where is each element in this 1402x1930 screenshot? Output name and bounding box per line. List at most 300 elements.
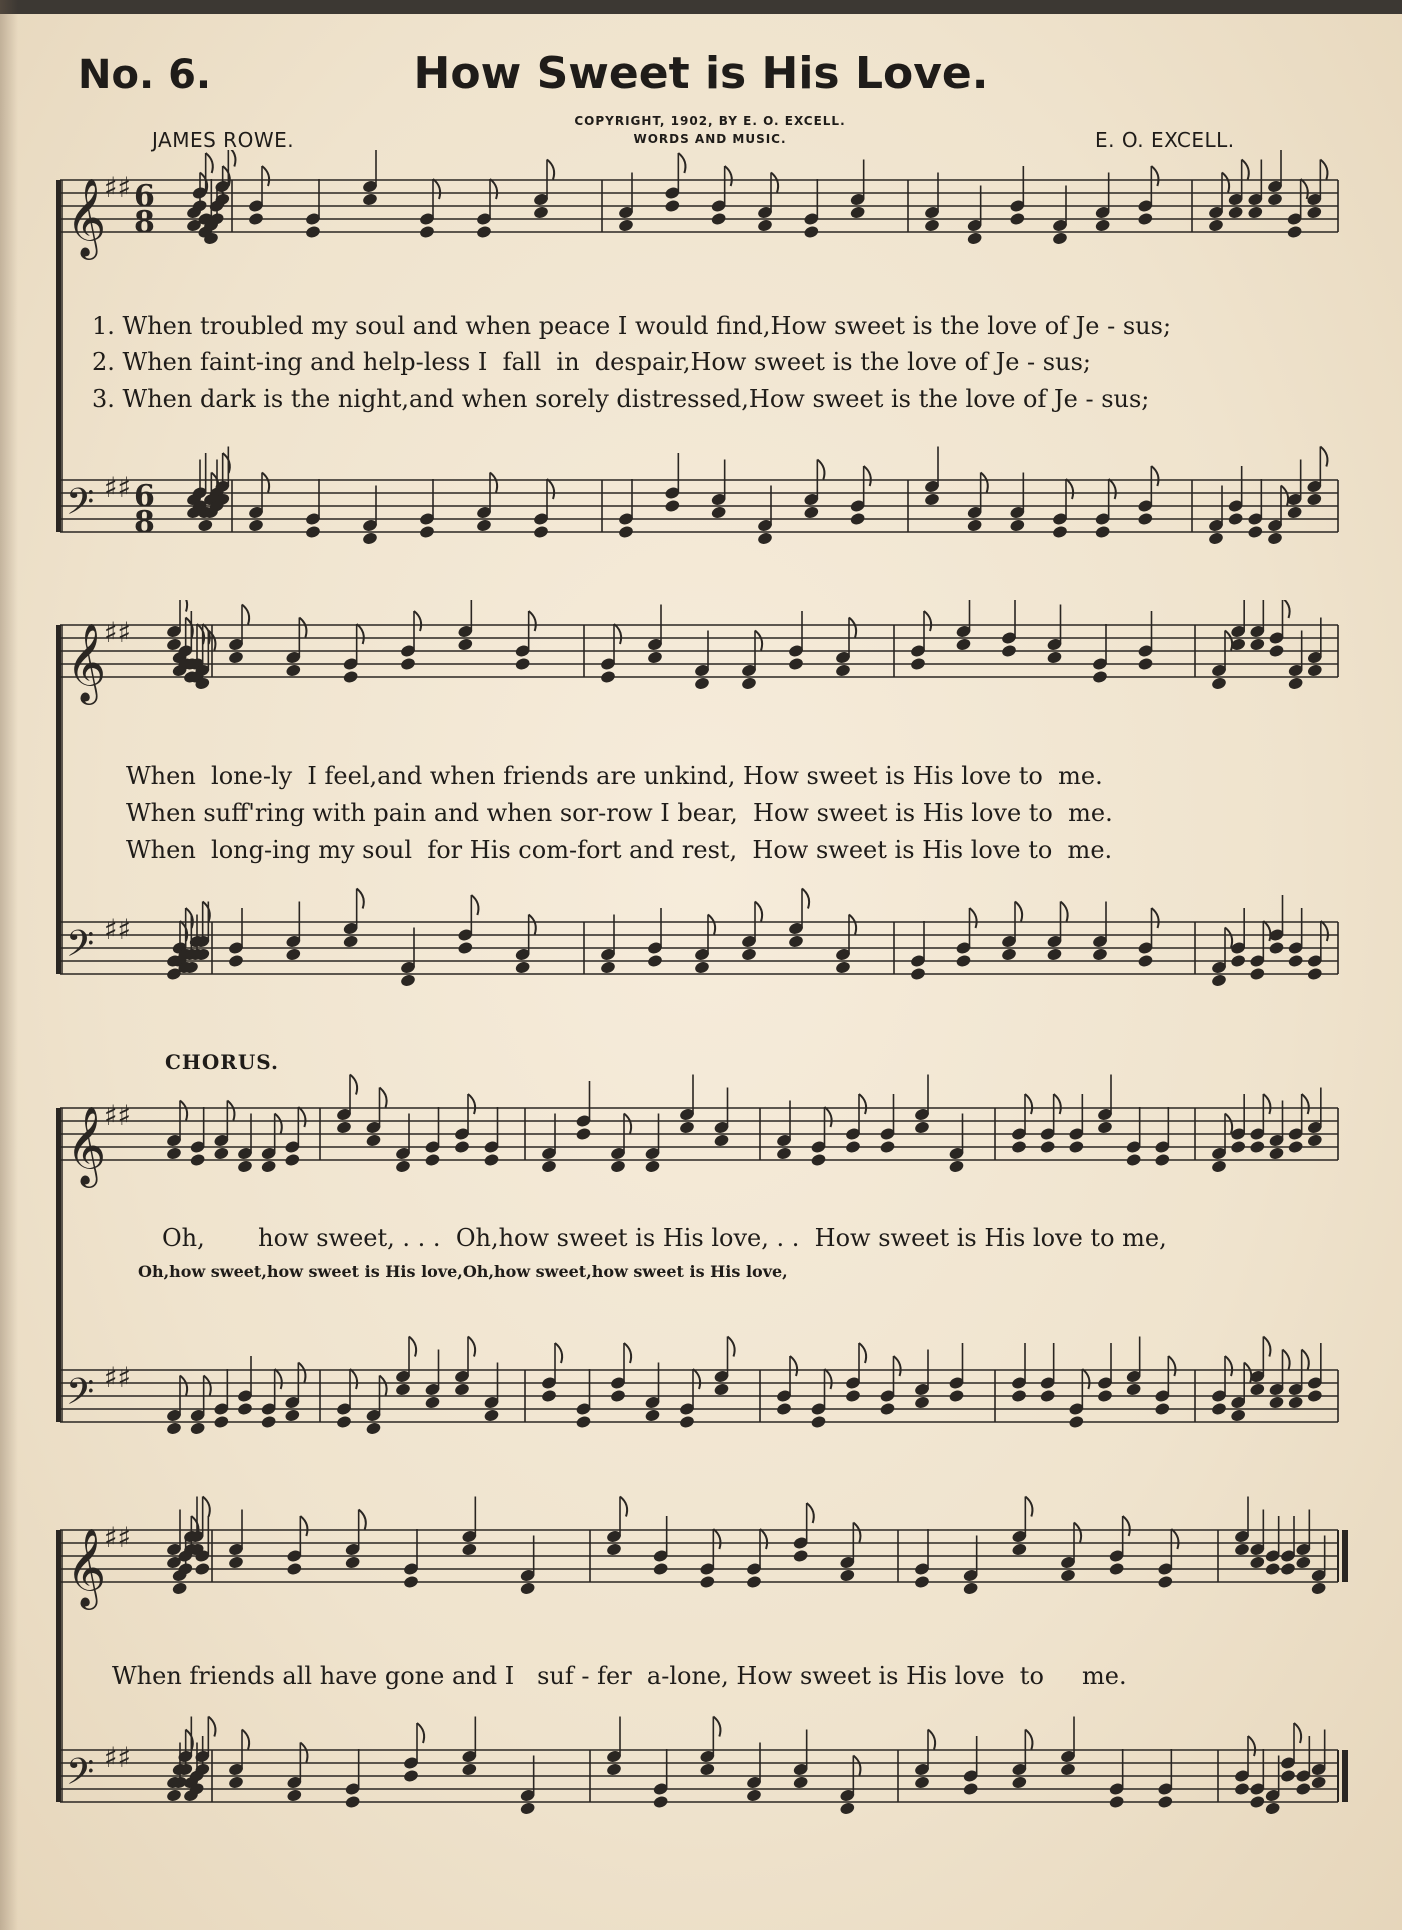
system-brace [56, 180, 61, 532]
note-flag [1320, 160, 1327, 180]
note-head [1227, 512, 1244, 527]
system-4 [0, 1480, 1402, 1930]
note-head [1009, 212, 1026, 227]
note-head [342, 670, 359, 685]
note-head [228, 1775, 245, 1790]
note-head [1234, 1542, 1251, 1557]
note-head [694, 676, 711, 691]
note-head [1137, 954, 1154, 969]
note-head [1287, 1140, 1304, 1155]
bass-clef: 𝄢 [66, 923, 95, 974]
note-head [713, 1133, 730, 1148]
note-head [1230, 1408, 1247, 1423]
note-flag [928, 1730, 935, 1750]
note-head [1249, 1795, 1266, 1810]
note-flag [864, 466, 871, 486]
note-flag [1074, 1523, 1081, 1543]
note-head [1039, 1140, 1056, 1155]
note-head [1060, 1762, 1077, 1777]
note-head [171, 1581, 188, 1596]
note-head [757, 531, 774, 546]
note-flag [713, 1717, 720, 1737]
note-head [792, 1549, 809, 1564]
note-head [305, 225, 322, 240]
note-head [1286, 505, 1303, 520]
note-flag [1320, 447, 1327, 467]
note-flag [728, 1337, 735, 1357]
note-flag [1015, 902, 1022, 922]
note-head [839, 1801, 856, 1816]
note-head [166, 1421, 183, 1436]
note-head [1001, 644, 1018, 659]
note-head [1230, 1140, 1247, 1155]
note-flag [490, 473, 497, 493]
note-head [1268, 1146, 1285, 1161]
note-flag [1152, 908, 1159, 928]
note-head [1154, 1153, 1171, 1168]
note-flag [468, 1094, 475, 1114]
note-head [835, 960, 852, 975]
note-head [1306, 967, 1323, 982]
note-head [344, 1555, 361, 1570]
note-flag [859, 1094, 866, 1114]
note-flag [359, 1510, 366, 1530]
note-head [1264, 1562, 1281, 1577]
note-head [336, 1120, 353, 1135]
note-flag [771, 173, 778, 193]
note-head [914, 1775, 931, 1790]
note-head [362, 531, 379, 546]
note-head [1154, 1402, 1171, 1417]
note-head [679, 1120, 696, 1135]
verse-1-line-2: When lone-ly I feel,and when friends are unkind, How sweet is His love to me. [126, 762, 1103, 790]
note-head [1092, 670, 1109, 685]
note-head [910, 967, 927, 982]
note-head [1092, 947, 1109, 962]
note-head [1306, 205, 1323, 220]
treble-clef: 𝄞 [66, 178, 107, 257]
note-flag [208, 1717, 215, 1737]
note-head [260, 1159, 277, 1174]
note-head [400, 657, 417, 672]
note-flag [1061, 902, 1068, 922]
note-flag [620, 1497, 627, 1517]
note-head [476, 225, 493, 240]
note-flag [678, 153, 685, 173]
note-head [741, 947, 758, 962]
note-flag [417, 1723, 424, 1743]
note-head [600, 670, 617, 685]
note-head [1108, 1562, 1125, 1577]
note-head [1267, 192, 1284, 207]
note-head [710, 505, 727, 520]
note-flag [414, 611, 421, 631]
note-flag [555, 1343, 562, 1363]
note-flag [380, 1088, 387, 1108]
note-head [610, 1389, 627, 1404]
system-brace [56, 1530, 61, 1802]
note-head [285, 663, 302, 678]
note-head [166, 1788, 183, 1803]
note-flag [725, 166, 732, 186]
note-head [948, 1159, 965, 1174]
note-flag [1263, 921, 1270, 941]
note-head [1249, 967, 1266, 982]
note-head [483, 1408, 500, 1423]
copyright [500, 112, 920, 148]
note-head [1094, 525, 1111, 540]
key-signature: ♯♯ [104, 1098, 132, 1132]
verse-3-line-1: 3. When dark is the night,and when sorely distressed,How sweet is the love of Je - sus; [92, 385, 1150, 413]
note-head [699, 1762, 716, 1777]
note-head [533, 205, 550, 220]
note-head [260, 1415, 277, 1430]
note-head [1287, 1395, 1304, 1410]
note-flag [1054, 1094, 1061, 1114]
note-head [1157, 1575, 1174, 1590]
chorus-lyric: Oh, how sweet, . . . Oh,how sweet is His love, . . How sweet is His love to me, [162, 1224, 1167, 1252]
note-head [362, 192, 379, 207]
note-flag [547, 479, 554, 499]
note-head [457, 637, 474, 652]
treble-clef: 𝄞 [66, 1528, 107, 1607]
note-head [365, 1133, 382, 1148]
copyright-line-2: WORDS AND MUSIC. [633, 132, 787, 146]
chorus-label: CHORUS. [165, 1050, 279, 1074]
note-flag [1168, 1356, 1175, 1376]
note-flag [1248, 1736, 1255, 1756]
note-head [424, 1395, 441, 1410]
note-head [1011, 1542, 1028, 1557]
note-head [1137, 212, 1154, 227]
note-head [483, 1153, 500, 1168]
note-flag [1025, 1094, 1032, 1114]
note-flag [1263, 1337, 1270, 1357]
note-head [788, 657, 805, 672]
note-flag [228, 150, 235, 167]
note-head [228, 954, 245, 969]
note-flag [1225, 631, 1232, 651]
note-flag [894, 1356, 901, 1376]
note-head [1068, 1415, 1085, 1430]
note-head [286, 1562, 303, 1577]
note-head [514, 657, 531, 672]
time-signature-bottom: 8 [134, 505, 155, 540]
note-flag [490, 179, 497, 199]
treble-clef: 𝄞 [66, 1106, 107, 1185]
note-head [1230, 954, 1247, 969]
note-head [1287, 676, 1304, 691]
note-head [541, 1389, 558, 1404]
note-head [541, 1159, 558, 1174]
note-head [966, 231, 983, 246]
note-head [839, 1568, 856, 1583]
note-head [1249, 1382, 1266, 1397]
note-head [1267, 531, 1284, 546]
note-flag [713, 1529, 720, 1549]
note-head [419, 525, 436, 540]
note-head [248, 518, 265, 533]
note-head [652, 1795, 669, 1810]
note-head [284, 1153, 301, 1168]
note-flag [853, 1756, 860, 1776]
note-head [647, 954, 664, 969]
note-flag [614, 624, 621, 644]
note-flag [1244, 1363, 1251, 1383]
chorus-final-lyric: When friends all have gone and I suf - fer a-lone, How sweet is His love to me. [112, 1662, 1127, 1690]
note-head [1011, 1775, 1028, 1790]
note-head [575, 1127, 592, 1142]
note-head [189, 1421, 206, 1436]
note-head [699, 1575, 716, 1590]
note-head [694, 960, 711, 975]
note-head [336, 1415, 353, 1430]
note-flag [227, 1101, 234, 1121]
note-head [1009, 518, 1026, 533]
time-signature-top: 6 [134, 479, 155, 514]
note-head [166, 1146, 183, 1161]
note-head [924, 492, 941, 507]
note-flag [755, 902, 762, 922]
note-head [403, 1575, 420, 1590]
note-head [533, 525, 550, 540]
note-head [1268, 644, 1285, 659]
note-flag [206, 153, 213, 173]
note-flag [825, 1107, 832, 1127]
note-flag [1302, 1094, 1309, 1114]
note-head [476, 518, 493, 533]
note-head [1108, 1795, 1125, 1810]
note-head [1011, 1389, 1028, 1404]
note-flag [180, 600, 187, 612]
note-head [606, 1542, 623, 1557]
key-signature: ♯♯ [104, 615, 132, 649]
note-head [197, 518, 214, 533]
note-flag [529, 611, 536, 631]
note-head [305, 525, 322, 540]
note-head [1227, 205, 1244, 220]
note-flag [1123, 1516, 1130, 1536]
note-head [1052, 231, 1069, 246]
note-head [1268, 941, 1285, 956]
note-head [194, 1562, 211, 1577]
note-flag [275, 1369, 282, 1389]
note-flag [807, 1503, 814, 1523]
note-head [810, 1153, 827, 1168]
note-head [966, 518, 983, 533]
note-head [419, 225, 436, 240]
note-head [1137, 657, 1154, 672]
note-head [914, 1395, 931, 1410]
note-head [647, 650, 664, 665]
note-flag [357, 889, 364, 909]
note-head [1097, 1389, 1114, 1404]
note-head [1286, 225, 1303, 240]
note-head [395, 1159, 412, 1174]
note-head [914, 1120, 931, 1135]
note-head [285, 947, 302, 962]
note-head [424, 1153, 441, 1168]
note-head [1264, 1801, 1281, 1816]
note-head [284, 1408, 301, 1423]
note-head [962, 1581, 979, 1596]
key-signature: ♯♯ [104, 1740, 132, 1774]
note-flag [471, 895, 478, 915]
note-head [1211, 1159, 1228, 1174]
note-head [618, 218, 635, 233]
grand-staff-4 [0, 1480, 1402, 1920]
note-flag [1222, 173, 1229, 193]
note-head [248, 212, 265, 227]
verse-2-line-1: 2. When faint-ing and help-less I fall in despair,How sweet is the love of Je - sus; [92, 348, 1091, 376]
note-head [1052, 525, 1069, 540]
note-flag [262, 473, 269, 493]
note-flag [275, 1114, 282, 1134]
note-flag [1283, 1350, 1290, 1370]
note-flag [1225, 928, 1232, 948]
note-flag [1025, 1497, 1032, 1517]
note-head [600, 960, 617, 975]
note-head [803, 225, 820, 240]
note-head [776, 1146, 793, 1161]
treble-clef: 𝄞 [66, 623, 107, 702]
note-flag [350, 1369, 357, 1389]
key-signature: ♯♯ [104, 912, 132, 946]
note-head [1249, 637, 1266, 652]
note-flag [1281, 486, 1288, 506]
note-head [1211, 1402, 1228, 1417]
note-flag [1225, 1356, 1232, 1376]
composer: E. O. EXCELL. [1095, 128, 1235, 152]
note-flag [204, 1376, 211, 1396]
note-head [1068, 1140, 1085, 1155]
note-flag [299, 618, 306, 638]
note-head [237, 1402, 254, 1417]
verse-2-line-2: When suff'ring with pain and when sor-row I bear, How sweet is His love to me. [126, 799, 1113, 827]
note-flag [262, 166, 269, 186]
note-head [652, 1562, 669, 1577]
note-head [189, 1153, 206, 1168]
note-flag [203, 1497, 210, 1517]
note-flag [624, 1114, 631, 1134]
note-head [810, 1415, 827, 1430]
note-flag [1283, 600, 1290, 618]
note-flag [817, 460, 824, 480]
note-flag [1321, 921, 1328, 941]
copyright-line-1: COPYRIGHT, 1902, BY E. O. EXCELL. [574, 114, 846, 128]
verse-3-line-2: When long-ing my soul for His com-fort and rest, How sweet is His love to me. [126, 836, 1113, 864]
note-head [344, 1795, 361, 1810]
note-head [1046, 947, 1063, 962]
note-flag [1301, 179, 1308, 199]
note-flag [547, 160, 554, 180]
note-head [1001, 947, 1018, 962]
note-head [1234, 1782, 1251, 1797]
note-head [1249, 1140, 1266, 1155]
note-head [776, 1402, 793, 1417]
note-head [228, 1555, 245, 1570]
verse-1-line-1: 1. When troubled my soul and when peace I would find,How sweet is the love of Je - sus; [92, 312, 1172, 340]
final-barline [1342, 1750, 1348, 1802]
note-head [519, 1581, 536, 1596]
note-flag [1171, 1529, 1178, 1549]
time-signature-bottom: 8 [134, 205, 155, 240]
note-flag [468, 1337, 475, 1357]
note-head [792, 1775, 809, 1790]
note-flag [693, 1369, 700, 1389]
note-head [879, 1402, 896, 1417]
note-flag [853, 1523, 860, 1543]
note-head [664, 199, 681, 214]
note-head [1295, 1555, 1312, 1570]
page-edge-shadow [0, 0, 1402, 14]
note-head [400, 973, 417, 988]
note-head [1094, 218, 1111, 233]
note-flag [298, 1363, 305, 1383]
note-head [845, 1140, 862, 1155]
note-head [1280, 1562, 1297, 1577]
note-flag [1151, 466, 1158, 486]
note-head [1060, 1568, 1077, 1583]
note-head [213, 1146, 230, 1161]
note-head [948, 1389, 965, 1404]
note-head [1306, 1133, 1323, 1148]
note-head [514, 960, 531, 975]
note-flag [624, 1343, 631, 1363]
note-flag [242, 1730, 249, 1750]
note-head [955, 637, 972, 652]
note-flag [859, 1343, 866, 1363]
note-head [644, 1159, 661, 1174]
note-head [914, 1575, 931, 1590]
note-head [461, 1762, 478, 1777]
time-signature-top: 6 [134, 179, 155, 214]
bass-clef: 𝄢 [66, 1751, 95, 1802]
note-head [1247, 205, 1264, 220]
note-head [519, 1801, 536, 1816]
note-flag [529, 915, 536, 935]
note-head [679, 1415, 696, 1430]
note-head [342, 934, 359, 949]
note-flag [970, 908, 977, 928]
note-head [1287, 954, 1304, 969]
key-signature: ♯♯ [104, 1360, 132, 1394]
note-head [713, 1382, 730, 1397]
key-signature: ♯♯ [104, 170, 132, 204]
note-flag [1302, 1350, 1309, 1370]
system-2 [0, 600, 1402, 1040]
note-head [924, 218, 941, 233]
note-head [1208, 218, 1225, 233]
note-head [454, 1382, 471, 1397]
bass-clef: 𝄢 [66, 481, 95, 532]
note-head [575, 1415, 592, 1430]
note-flag [180, 1376, 187, 1396]
note-head [1211, 973, 1228, 988]
note-head [741, 676, 758, 691]
note-flag [708, 915, 715, 935]
note-head [849, 512, 866, 527]
key-signature: ♯♯ [104, 1520, 132, 1554]
note-head [237, 1159, 254, 1174]
note-flag [433, 179, 440, 199]
note-flag [755, 631, 762, 651]
hymn-title: How Sweet is His Love. [413, 48, 989, 99]
note-head [746, 1788, 763, 1803]
note-head [1310, 1775, 1327, 1790]
note-flag [825, 1369, 832, 1389]
note-head [1125, 1153, 1142, 1168]
